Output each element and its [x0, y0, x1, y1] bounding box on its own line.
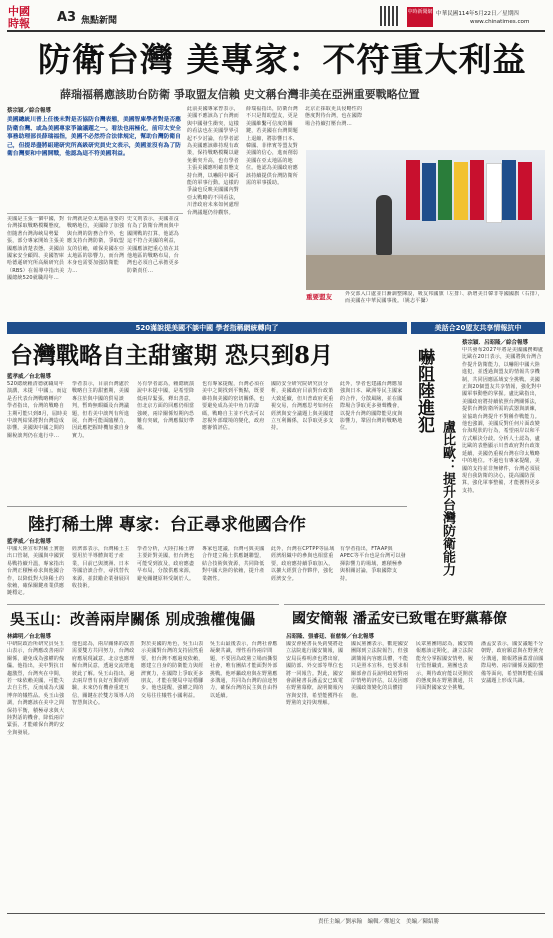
main-lead-box	[7, 106, 183, 214]
story4-top-rule	[7, 604, 279, 605]
side-headline-1: 嚇阻陸進犯	[414, 348, 434, 433]
qr-code	[380, 6, 400, 26]
story3-col-6: 有學者指出，FTAAP與APEC等平台也是台灣可以發揮影響力的場域，應積極參與相關討論，爭取國際支持。	[340, 546, 406, 582]
story4-col-3: 對於美國的角色，吳玉山表示美國對台灣的支持固然重要，但台灣不應過度依賴，應建立自身的防衛能力與經濟實力，在國際上爭取更多朋友，才能在變局中站穩腳步。他也提醒，強權之間的交易往往犧牲小國利益。	[141, 641, 204, 699]
story2-col-1: 520總統賴清德就職周年演講，未提「中國」。而這是否代表台灣戰略轉向？學者指出，台灣的戰略自主期可能只到8月，屆時美中談判結果將對台灣造成影響。美國與中國之間的關稅談判仍在進行中...	[7, 381, 68, 439]
story5-col-3: 民眾黨團則認為，國安簡報應該定期化，讓立法院能充分掌握國安情勢，履行監督職責。黨團也表示，期待政府能以更開放的態度與在野黨溝通，共同面對國家安全挑戰。	[416, 641, 474, 692]
person-figure	[376, 195, 392, 255]
story5-top-rule	[284, 604, 545, 605]
main-body-col-2: 台灣就是亞太地區重要的戰略地位，美國除了加強與台灣的防務合作外，也應支持台灣防衛，爭取盟友的信賴，確保美國在亞太地區的影響力，而台灣本身也需要加強防衛能力...	[67, 216, 125, 274]
story3-top-rule	[7, 506, 407, 507]
story5-col-1: 國安會秘書長吳釗燮將赴立法院進行國安簡報，國安局長蔡明彥也將出席，國防部、外交部等單位也將一同報告。對此，國安會副秘書長潘孟安已致電在野黨幕僚，說明簡報內容與安排，希望能獲得在野黨的支持與理解。	[286, 641, 344, 707]
main-subhead: 薛瑞福稱應該助台防衛 爭取盟友信賴 史文稱台灣非美在亞洲重要戰略位置	[60, 88, 420, 101]
photo-caption: 外交部入口處並日漸調整陳設，吸友邦國旗（左排）、新增美日韓非等國國旗（右排），而美國在中華民國事後。（姚志平攝）	[345, 291, 543, 305]
main-photo	[306, 150, 545, 290]
story2-byline: 藍孝威／台北報導	[7, 374, 52, 380]
banner-intel: 美話合20盟友共享情報抗中	[411, 322, 545, 334]
brand-badge: 中時新聞網	[407, 7, 433, 27]
side-vertical-headline	[414, 348, 436, 598]
banner-520: 520滿說提美國不談中國 學者指稱網統轉向了	[7, 322, 407, 334]
story3-col-2: 經濟部表示，台灣稀土主要用於半導體與電子產業，目前已與澳洲、日本等國洽談合作，尋找替代來源，並鼓勵企業發展回收技術。	[72, 546, 130, 590]
header-rule	[7, 30, 545, 32]
photo-caption-title: 重要盟友	[306, 293, 332, 301]
date-line: 中華民國114年5月22日／星期四	[436, 11, 519, 17]
story4-byline: 林緯明／台北報導	[7, 634, 52, 640]
story3-col-3: 學者分析，大陸打稀土牌主要針對美國，但台灣也可能受到波及，政府應盡早布局，分散供應來源，避免關鍵原料受制於人。	[137, 546, 195, 582]
side-body: 中共發布2027年將是美國國務卿盧比歐在20日表示，美國將與台灣合作提升防衛能力，以嚇阻中國大陸進犯，並透過與盟友的情報共享機制，共同因應區域安全挑戰。美國正與20個盟友共享情報，強化對中國軍事動態的掌握。盧比歐指出，美國政府將持續依照台灣關係法，提供台灣防衛所需的武器與訓練，並協助台灣提升不對稱作戰能力。他也強調，美國反對任何片面改變台海現狀的行為，希望兩岸以和平方式解決分歧。分析人士認為，盧比歐的表態顯示川普政府對台政策延續，美國仍重視台灣在印太戰略中的地位。不過也有專家提醒，美國的支持並非無條件，台灣必須展現自我防衛的決心，提高國防預算，強化軍事整備，才能獲得更多支持。	[462, 347, 544, 494]
story2-col-6: 此外，學者也建議台灣應加強與日本、歐洲等民主國家的合作，分散風險，並在國際場合爭取更多發聲機會，以提升台灣的國際能見度與影響力，鞏固台灣的戰略地位。	[340, 381, 403, 432]
logo-text: 中國時報	[8, 5, 30, 30]
story2-col-3: 另有學者認為，賴總統演說中未提中國，是希望降低兩岸緊張，釋出善意，但北京方面的回應仍相當強硬，兩岸關係短期內恐難有突破，台灣應做好準備。	[137, 381, 195, 432]
main-body-col-3: 史文則表示，美國並沒有為了防衛台灣而與中國開戰的打算，他認為這不符合美國的利益，美國應該把重心放在其他地區的戰略布局，台灣也必須自己承擔更多防衛責任...	[127, 216, 180, 274]
main-body-col-4: 此前美國專家曾表示，美國不應該為了台灣而與中國發生衝突，這樣的看法也在美國學界引起不少討論，有學者認為美國應該維持現有政策，保持戰略模糊以避免衝突升高，也有學者主張美國應明確表態支持台灣，以嚇阻中國可能的軍事行動。這樣的爭論也反映美國國內對亞太戰略的不同看法，川普政府未來如何處理台灣議題仍待觀察。	[187, 106, 240, 216]
main-lead: 美國總統川普上任後未對是否協防台灣表態，美國智庫學者對是否應防衛台灣、或為美國專家爭論議題之一。看法也兩極化，前印太安全事務助理部長薛瑞福指，美國不必然符合法律規定，幫助台灣防衛自己，但提昂盡將組建研究所高級研究員史文表示，美國並沒有為了防衛台灣要和中國開戰，他認為這不符美國利益。	[7, 117, 181, 158]
story3-byline: 藍孝威／台北報導	[7, 539, 52, 545]
story4-headline: 吳玉山：改善兩岸關係 別成強權傀儡	[10, 610, 256, 628]
story5-headline: 國安簡報 潘孟安已致電在野黨幕僚	[292, 611, 507, 627]
footer-rule	[7, 913, 545, 914]
story3-col-1: 中國大陸宣布對稀土實施出口管制，美國與中國貿易戰持續升溫，專家指出台灣正積極尋求與他國合作，以降低對大陸稀土的依賴，確保關鍵產業供應鏈穩定。	[7, 546, 65, 597]
section-name: 焦點新聞	[81, 16, 118, 26]
main-body-col-1: 美國是主張一個中國，對台灣採取戰略模糊態度，但隨著台灣海峽局勢緊張，部分專家開始主張美國應該清楚表態。美國前國家安全顧問、美國智庫哈德遜研究所高級研究員（RBS）在報導中指出美國總統520就職周年...	[7, 216, 65, 282]
footer-credits: 責任主編／劉承翰 編輯／鄭旭文 美編／陳紹勝	[318, 919, 440, 925]
story5-col-4: 潘孟安表示，國安議題不分朝野，政府願意與在野黨充分溝通，簡報將涵蓋當前國際局勢、兩岸關係及國防整備等面向，希望朝野能在國安議題上形成共識。	[481, 641, 544, 685]
side-byline: 蔡宗穎．呂昭隆／綜合報導	[462, 340, 529, 346]
story2-col-2: 學者表示，目前台灣處於戰略自主的甜蜜期，美國專注於與中國的貿易談判，暫時無暇顧及台灣議題，但若美中談判有所進展，台灣可能面臨壓力，因此應把握時機加強自身實力。	[72, 381, 130, 439]
main-headline: 防衛台灣 美專家：不符重大利益	[38, 40, 527, 79]
side-vertical-headline-2	[437, 420, 459, 600]
flags-row	[406, 160, 541, 235]
side-headline-2: 盧比歐：提升台灣防衛能力	[440, 420, 455, 576]
story4-col-2: 他也認為，兩岸關係的改善需要雙方共同努力，台灣政府應展現誠意，北京也應理解台灣民意，透過交流增進彼此了解。吳玉山指出，過去兩岸曾有良好互動的經驗，未來仍有機會重建互信，關鍵在於雙方領導人的智慧與決心。	[72, 641, 135, 707]
story3-col-5: 此外，台灣在CPTPP等區域經濟組織中的參與也相當重要，政府應持續爭取加入，以擴大經貿合作夥伴，強化經濟安全。	[271, 546, 335, 582]
site-url: www.chinatimes.com	[470, 19, 530, 25]
story4-col-1: 中研院政治所研究員吳玉山表示，台灣應改善兩岸關係，避免成為強權的傀儡。他指出，美中對抗日趨激烈，台灣夾在中間，若一味依賴美國，可能失去自主性，反而成為大國博弈的犧牲品。吳玉山強調，台灣應該在美中之間保持平衡，積極尋求與大陸對話的機會，降低兩岸緊張，才能確保台灣的安全與發展。	[7, 641, 65, 736]
main-byline: 蔡宗穎／綜合報導	[7, 108, 52, 114]
story3-headline: 陸打稀土牌 專家：台正尋求他國合作	[28, 515, 306, 535]
story2-col-5: 國防安全研究院研究員分析，美國政府目前對台政策大致延續，但川普政府更重視交易，台灣應思考如何在經濟與安全議題上與美國建立互利關係，以爭取更多支持。	[271, 381, 334, 432]
floor	[306, 255, 545, 290]
main-body-col-6: 北京正採取更具侵略性的態度對待台灣，也在國際場合持續打壓台灣...	[305, 106, 363, 127]
story2-headline: 台灣戰略自主甜蜜期 恐只到8月	[10, 342, 334, 369]
story5-byline: 呂昭隆、張睿廷、崔慈悌／台北報導	[286, 634, 375, 640]
page-id: A3	[57, 10, 77, 25]
story3-col-4: 專家也建議，台灣可與美國合作建立稀土供應鏈聯盟，結合技術與資源，共同降低對中國大陸的依賴，提升產業韌性。	[202, 546, 265, 582]
story4-col-4: 吳玉山最後表示，台灣社會應凝聚共識，理性看待兩岸問題，不要因為政黨立場而撕裂社會，唯有團結才能面對外部挑戰。他呼籲政府與在野黨應多溝通，共同為台灣的前途努力，確保台灣的民主與自由得以延續。	[210, 641, 278, 699]
main-body-col-5: 薛瑞福指出，防衛台灣不只是幫助盟友，更是美國維繫可信度的關鍵，若美國在台灣問題上退縮，將影響日本、韓國、菲律賓等盟友對美國的信心，進而削弱美國在亞太地區的地位。他認為美國政府應該持續提供台灣防衛所需的軍事援助。	[246, 106, 299, 187]
story2-col-4: 也有專家提醒，台灣必須在美中之間找到平衡點，既要維持與美國的密切關係，也要避免成為美中角力的籌碼，戰略自主並不代表可以忽視外部環境的變化，政府應審慎評估。	[202, 381, 265, 432]
story5-col-2: 國民黨團表示，歡迎國安團隊到立法院報告，但強調簡報內容應具體，不能只是照本宣科，也要求相關部會首長說明政府對兩岸情勢的評估，以及因應美國政策變化的具體措施。	[351, 641, 409, 699]
newspaper-logo	[8, 6, 50, 32]
